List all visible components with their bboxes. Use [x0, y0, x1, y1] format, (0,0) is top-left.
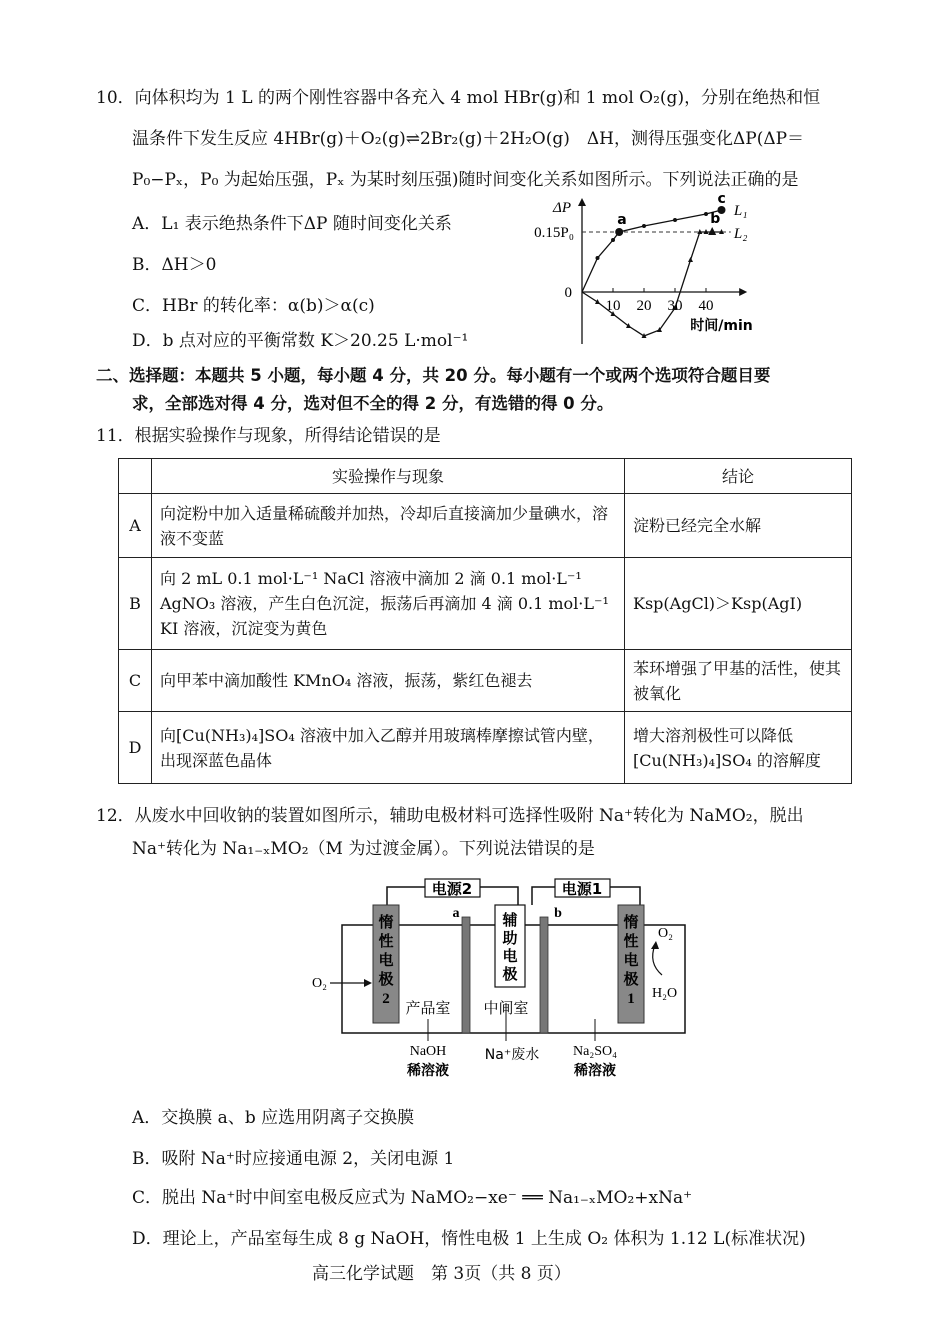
q12-option-c: C．脱出 Na⁺时中间室电极反应式为 NaMO₂−xe⁻ ══ Na₁₋ₓMO₂+xNa⁺	[132, 1188, 693, 1208]
q10-option-b: B．ΔH＞0	[132, 255, 217, 275]
product-room-label: 产品室	[405, 999, 451, 1017]
table-header-operation: 实验操作与现象	[152, 459, 625, 494]
y-axis-label: ΔP	[553, 200, 571, 216]
electrode-1-char: 极	[623, 972, 639, 988]
aux-electrode-char: 助	[502, 931, 518, 947]
power-source-1-label: 电源1	[561, 880, 603, 898]
series-line-1	[582, 210, 722, 292]
point-a-label: a	[617, 212, 627, 228]
row-operation: 向淀粉中加入适量稀硫酸并加热，冷却后直接滴加少量碘水，溶液不变蓝	[152, 494, 625, 558]
table-header-row	[119, 459, 852, 494]
row-label: B	[119, 558, 152, 650]
electrode-2-char: 电	[378, 953, 394, 969]
q10-option-c: C．HBr 的转化率：α(b)＞α(c)	[132, 296, 375, 316]
aux-electrode-char: 辅	[502, 913, 518, 929]
q12-option-b: B．吸附 Na⁺时应接通电源 2，关闭电源 1	[132, 1149, 455, 1169]
row-conclusion: Ksp(AgCl)＞Ksp(AgI)	[625, 558, 852, 650]
membrane-a	[462, 917, 470, 1033]
oxygen-out-arrow	[653, 945, 662, 975]
series-point	[611, 238, 615, 242]
curve-label-l1: L₁	[733, 203, 748, 219]
row-conclusion: 苯环增强了甲基的活性，使其被氧化	[625, 650, 852, 712]
middle-room-label: 中间室	[483, 999, 529, 1017]
table-row	[119, 650, 852, 712]
membrane-a-label: a	[452, 906, 460, 921]
naoh-dilute-label: 稀溶液	[407, 1063, 449, 1079]
row-label: A	[119, 494, 152, 558]
electrode-2-char: 2	[382, 991, 390, 1007]
q12-stem-line2: Na⁺转化为 Na₁₋ₓMO₂（M 为过渡金属）。下列说法错误的是	[132, 839, 595, 859]
naoh-label: NaOH	[409, 1044, 447, 1059]
page-footer: 高三化学试题 第 3页（共 8 页）	[312, 1264, 571, 1284]
oxygen-in-arrowhead	[364, 979, 372, 987]
point-a-marker	[615, 228, 623, 236]
x-tick-label: 10	[605, 298, 621, 314]
series-point	[626, 323, 631, 328]
aux-electrode-char: 极	[502, 967, 518, 983]
oxygen-in-label: O₂	[312, 976, 327, 991]
q10-stem-line2: 温条件下发生反应 4HBr(g)＋O₂(g)⇌2Br₂(g)＋2H₂O(g) ΔH，测得压强变化ΔP(ΔP＝	[132, 129, 805, 149]
series-point	[642, 224, 646, 228]
y-axis-arrowhead	[578, 198, 586, 206]
q10-option-a: A．L₁ 表示绝热条件下ΔP 随时间变化关系	[132, 214, 452, 234]
curve-label-l2: L₂	[733, 226, 748, 242]
membrane-b-label: b	[554, 906, 562, 921]
series-point	[673, 218, 677, 222]
na2so4-dilute-label: 稀溶液	[574, 1063, 616, 1079]
q10-option-d: D．b 点对应的平衡常数 K＞20.25 L·mol⁻¹	[132, 331, 469, 351]
electrode-2-char: 极	[378, 972, 394, 988]
row-operation: 向[Cu(NH₃)₄]SO₄ 溶液中加入乙醇并用玻璃棒摩擦试管内壁，出现深蓝色晶体	[152, 712, 625, 784]
x-axis-arrowhead	[739, 288, 747, 296]
section2-heading-line2: 求，全部选对得 4 分，选对但不全的得 2 分，有选错的得 0 分。	[132, 394, 614, 413]
table-header-blank	[119, 459, 152, 494]
series-point	[704, 212, 708, 216]
point-b-marker	[708, 227, 716, 235]
x-tick-label: 30	[667, 298, 683, 314]
row-label: D	[119, 712, 152, 784]
electrode-1-char: 惰	[623, 915, 639, 931]
electrode-1-char: 电	[623, 953, 639, 969]
table-row	[119, 712, 852, 784]
q12-option-a: A．交换膜 a、b 应选用阴离子交换膜	[132, 1108, 415, 1128]
point-b-label: b	[710, 211, 721, 227]
table-row	[119, 494, 852, 558]
x-tick-label: 40	[698, 298, 714, 314]
power-source-2-label: 电源2	[431, 880, 473, 898]
q10-stem-line3: P₀−Pₓ，P₀ 为起始压强，Pₓ 为某时刻压强)随时间变化关系如图所示。下列说法正确的是	[132, 170, 799, 190]
q12-stem-line1: 12．从废水中回收钠的装置如图所示，辅助电极材料可选择性吸附 Na⁺转化为 NaMO₂，脱出	[96, 806, 804, 826]
waste-water-label: Na⁺废水	[484, 1047, 540, 1063]
x-axis-label: 时间/min	[690, 318, 753, 334]
table-row	[119, 558, 852, 650]
na2so4-label: Na₂SO₄	[573, 1044, 617, 1059]
aux-electrode-char: 电	[502, 949, 518, 965]
electrode-1-char: 性	[623, 934, 639, 950]
table-header-conclusion: 结论	[625, 459, 852, 494]
water-label: H₂O	[652, 986, 678, 1001]
experiment-table	[118, 458, 852, 784]
point-c-label: c	[717, 192, 726, 207]
row-label: C	[119, 650, 152, 712]
pressure-change-chart	[520, 192, 840, 352]
row-operation: 向 2 mL 0.1 mol·L⁻¹ NaCl 溶液中滴加 2 滴 0.1 mol·L⁻¹ AgNO₃ 溶液，产生白色沉淀，振荡后再滴加 4 滴 0.1 mol·L⁻¹ KI 溶液，沉淀变为黄色	[152, 558, 625, 650]
electrode-1-char: 1	[627, 991, 635, 1007]
electrode-2-char: 惰	[378, 915, 394, 931]
sodium-recovery-apparatus	[290, 875, 710, 1085]
row-operation: 向甲苯中滴加酸性 KMnO₄ 溶液，振荡，紫红色褪去	[152, 650, 625, 712]
q11-stem: 11．根据实验操作与现象，所得结论错误的是	[96, 426, 441, 446]
series-point	[688, 257, 693, 262]
row-conclusion: 淀粉已经完全水解	[625, 494, 852, 558]
membrane-b	[540, 917, 548, 1033]
y-tick-label-zero: 0	[564, 285, 572, 301]
y-tick-label-ref: 0.15P₀	[534, 225, 574, 241]
oxygen-out-label: O₂	[658, 926, 673, 941]
oxygen-out-arrowhead	[651, 941, 659, 949]
q10-stem-line1: 10．向体积均为 1 L 的两个刚性容器中各充入 4 mol HBr(g)和 1 mol O₂(g)，分别在绝热和恒	[96, 88, 821, 108]
q12-option-d: D．理论上，产品室每生成 8 g NaOH，惰性电极 1 上生成 O₂ 体积为 1.12 L(标准状况)	[132, 1229, 806, 1249]
electrode-2-char: 性	[378, 934, 394, 950]
x-tick-label: 20	[636, 298, 652, 314]
row-conclusion: 增大溶剂极性可以降低[Cu(NH₃)₄]SO₄ 的溶解度	[625, 712, 852, 784]
section2-heading-line1: 二、选择题：本题共 5 小题，每小题 4 分，共 20 分。每小题有一个或两个选项符合题目要	[96, 366, 771, 385]
series-point	[596, 256, 600, 260]
